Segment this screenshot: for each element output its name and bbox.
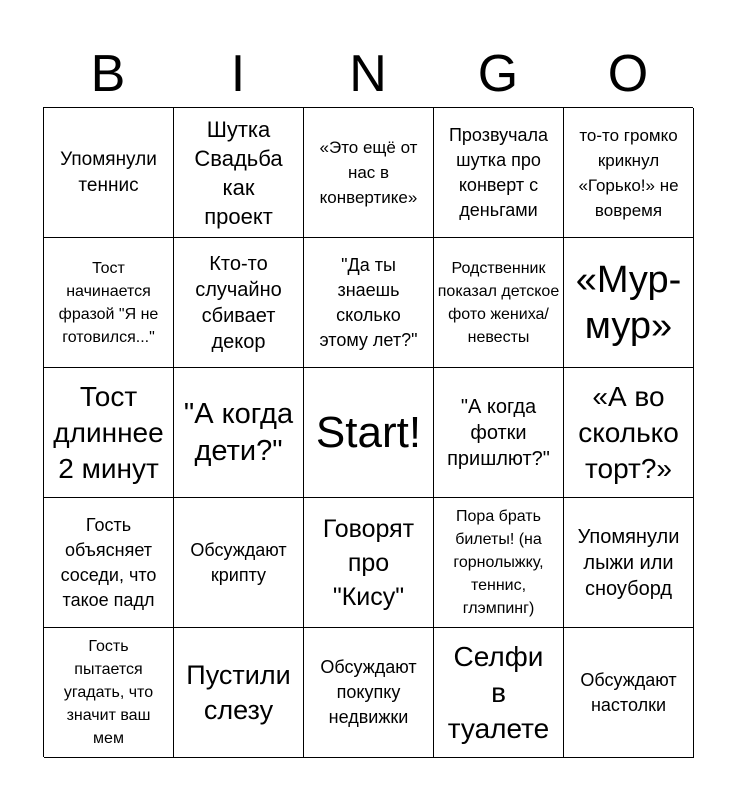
bingo-cell[interactable] (44, 108, 174, 238)
cell-text: Тост начинается фразой "Я не готовился..." (58, 259, 159, 346)
bingo-cell[interactable] (304, 238, 434, 368)
header-letter-i: I (230, 45, 246, 103)
cell-text: "Да ты знаешь сколько этому лет?" (319, 254, 418, 350)
cell-text: Обсуждают крипту (190, 539, 287, 585)
cell-text: «А во сколько торт?» (578, 380, 679, 484)
cell-text: Прозвучала шутка про конверт с деньгами (448, 124, 549, 220)
cell-text: то-то громко крикнул «Горько!» не вовремя (578, 125, 679, 220)
bingo-cell[interactable] (434, 628, 564, 758)
bingo-cell[interactable] (564, 368, 694, 498)
bingo-cell[interactable] (564, 108, 694, 238)
header-letter-b: B (90, 45, 126, 103)
cell-text: Тост длиннее 2 минут (53, 380, 164, 484)
cell-text: Гость объясняет соседи, что такое падл (60, 514, 157, 610)
bingo-cell[interactable] (434, 368, 564, 498)
cell-text: «Это ещё от нас в конвертике» (319, 138, 418, 207)
bingo-cell[interactable] (564, 498, 694, 628)
bingo-cell[interactable] (44, 628, 174, 758)
header-letter-g: G (477, 45, 519, 103)
cell-text: Обсуждают покупку недвижки (320, 657, 417, 727)
cell-text: Start! (315, 407, 422, 457)
cell-text: Упомянули лыжи или сноуборд (577, 525, 680, 600)
bingo-cell[interactable] (304, 628, 434, 758)
cell-text: Говорят про "Кису" (322, 514, 415, 611)
bingo-cell[interactable] (174, 628, 304, 758)
cell-text: «Мур- мур» (575, 258, 682, 347)
bingo-cell[interactable] (434, 108, 564, 238)
cell-text: Обсуждают настолки (580, 669, 677, 715)
bingo-cell[interactable] (434, 498, 564, 628)
bingo-cell[interactable] (44, 238, 174, 368)
bingo-cell[interactable] (44, 368, 174, 498)
bingo-cell[interactable] (174, 368, 304, 498)
cell-text: Селфи в туалете (447, 640, 550, 744)
bingo-cell[interactable] (44, 498, 174, 628)
bingo-cell[interactable] (304, 108, 434, 238)
bingo-cell[interactable] (304, 368, 434, 498)
cell-text: Упомянули теннис (60, 148, 157, 196)
cell-text: Родственник показал детское фото жениха/ невесты (437, 259, 560, 346)
cell-text: Гость пытается угадать, что значит ваш мем (63, 638, 154, 747)
bingo-cell[interactable] (434, 238, 564, 368)
bingo-cell[interactable] (174, 238, 304, 368)
header-letter-n: N (349, 45, 387, 103)
bingo-cell[interactable] (564, 238, 694, 368)
bingo-grid (43, 107, 693, 757)
bingo-cell[interactable] (174, 498, 304, 628)
bingo-cell[interactable] (174, 108, 304, 238)
bingo-cell[interactable] (304, 498, 434, 628)
cell-text: Кто-то случайно сбивает декор (195, 252, 282, 353)
cell-text: Пустили слезу (186, 659, 291, 725)
bingo-header (43, 40, 693, 108)
bingo-cell[interactable] (564, 628, 694, 758)
cell-text: Шутка Свадьба как проект (194, 116, 283, 229)
header-letter-o: O (607, 45, 649, 103)
cell-text: "А когда дети?" (183, 397, 294, 467)
cell-text: "А когда фотки пришлют?" (447, 395, 550, 470)
cell-text: Пора брать билеты! (на горнолыжку, теннис, глэмпинг) (453, 508, 544, 617)
